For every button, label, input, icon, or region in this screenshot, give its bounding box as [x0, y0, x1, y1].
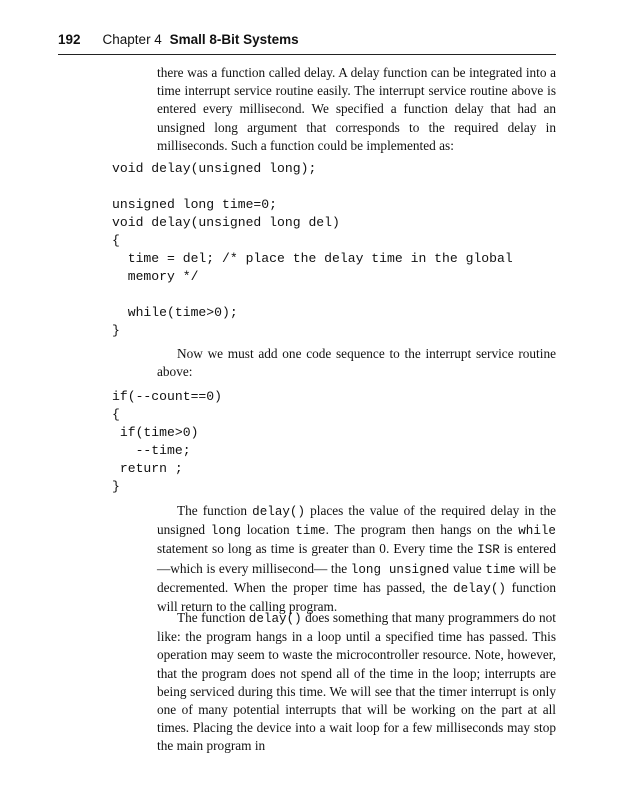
- code-line: while(time>0);: [112, 305, 238, 320]
- code-term: time: [485, 562, 516, 577]
- code-line: }: [112, 479, 120, 494]
- code-term: delay(): [453, 581, 506, 596]
- code-line: void delay(unsigned long del): [112, 215, 340, 230]
- chapter-label: Chapter 4: [102, 32, 162, 47]
- code-line: if(time>0): [112, 425, 199, 440]
- code-line: time = del; /* place the delay time in the global: [112, 251, 513, 266]
- code-block-delay: [112, 196, 513, 340]
- code-term: long: [210, 524, 242, 539]
- code-line: --time;: [112, 443, 191, 458]
- code-line: {: [112, 407, 120, 422]
- text-run: . The program then hangs on the: [325, 522, 519, 538]
- text-run: statement so long as time is greater than 0. Every time the: [157, 541, 478, 557]
- code-line: memory */: [112, 269, 199, 284]
- text-run: will be decremented. When the proper time has passed, the: [157, 560, 556, 595]
- text-run: places the value of the required delay in the unsigned: [157, 503, 556, 538]
- code-term: ISR: [477, 543, 500, 558]
- text-run: location: [241, 522, 296, 538]
- code-term: delay(): [248, 612, 302, 626]
- code-block-prototype: [112, 160, 316, 178]
- code-block-isr: [112, 388, 222, 496]
- text-run: The function: [177, 503, 253, 518]
- intro-paragraph: there was a function called delay. A delay function can be integrated into a time interrupt service routine easily. The interrupt service routine above is entered every millisecond. We specified a function delay that had an unsigned long argument that corresponds to the required delay in milliseconds. Such a function could be implemented as:: [157, 65, 556, 153]
- text-run: value: [449, 560, 486, 576]
- code-line: {: [112, 233, 120, 248]
- code-term: long unsigned: [350, 562, 450, 577]
- code-line: [112, 286, 513, 304]
- text-run: The function: [177, 610, 249, 625]
- delay-explanation-paragraph: [157, 502, 556, 616]
- code-line: if(--count==0): [112, 389, 223, 404]
- code-line: }: [112, 323, 120, 338]
- text-run: function will return to the calling program.: [157, 579, 556, 615]
- busy-wait-paragraph: [157, 609, 556, 756]
- running-header: [58, 32, 556, 52]
- code-line: return ;: [112, 461, 183, 476]
- page-number: 192: [58, 32, 81, 47]
- text-run: does something that many programmers do not like: the program hangs in a loop until a specified time has passed. This operation may seem to waste the microcontroller resource. Note, however, that the program does not spend all of the time in the loop; interrupts are being serviced during this time. We will see that the timer interrupt is only one of many potential interrupts that will be working on the part at all times. Placing the device into a wait loop for a few milliseconds may stop the main program in: [157, 610, 556, 754]
- code-term: while: [518, 524, 556, 539]
- mid-paragraph: Now we must add one code sequence to the interrupt service routine above:: [157, 346, 556, 380]
- code-line: unsigned long time=0;: [112, 197, 278, 212]
- header-rule: [58, 54, 556, 55]
- chapter-title: Small 8-Bit Systems: [169, 32, 299, 47]
- code-line: void delay(unsigned long);: [112, 161, 317, 176]
- code-term: delay(): [252, 505, 306, 519]
- text-run: is entered—which is every millisecond— the: [157, 541, 556, 576]
- code-term: time: [295, 524, 326, 539]
